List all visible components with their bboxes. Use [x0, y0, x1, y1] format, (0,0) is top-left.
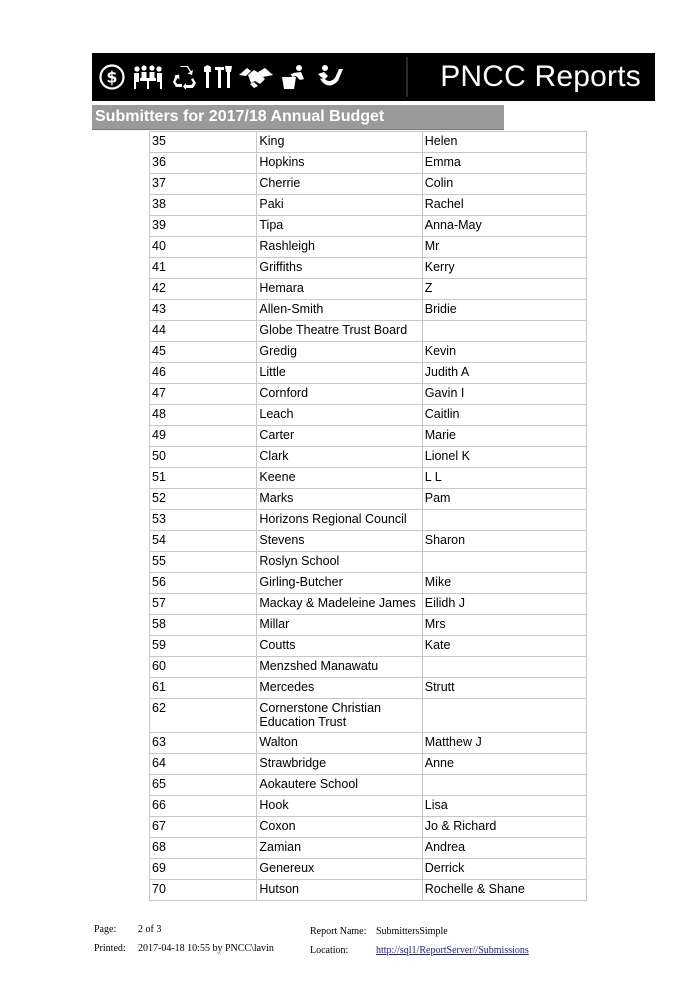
- table-row: [150, 237, 587, 258]
- submitter-number: 48: [150, 405, 257, 426]
- table-row: [150, 678, 587, 699]
- submitter-name: Mackay & Madeleine James: [257, 594, 422, 615]
- submitter-number: 39: [150, 216, 257, 237]
- brand-title: PNCC Reports: [440, 60, 641, 93]
- svg-text:$: $: [106, 67, 118, 87]
- submitter-number: 58: [150, 615, 257, 636]
- submitter-name: Clark: [257, 447, 422, 468]
- table-row: [150, 573, 587, 594]
- submitter-name: Leach: [257, 405, 422, 426]
- table-row: [150, 363, 587, 384]
- submitter-first-name: Jo & Richard: [422, 817, 586, 838]
- submitter-first-name: Gavin I: [422, 384, 586, 405]
- submitter-first-name: Anna-May: [422, 216, 586, 237]
- submitter-name: Stevens: [257, 531, 422, 552]
- submitter-name: Hemara: [257, 279, 422, 300]
- submitter-name: Millar: [257, 615, 422, 636]
- submitter-name: Gredig: [257, 342, 422, 363]
- submitter-name: Girling-Butcher: [257, 573, 422, 594]
- submitter-first-name: Kerry: [422, 258, 586, 279]
- submitter-number: 61: [150, 678, 257, 699]
- table-row: [150, 153, 587, 174]
- submitter-first-name: Kevin: [422, 342, 586, 363]
- submitter-first-name: Mrs: [422, 615, 586, 636]
- table-row: [150, 754, 587, 775]
- submitter-first-name: [422, 699, 586, 733]
- table-row: [150, 796, 587, 817]
- submitter-first-name: Mr: [422, 237, 586, 258]
- banner-separator: [406, 57, 408, 97]
- table-row: [150, 384, 587, 405]
- submitter-number: 64: [150, 754, 257, 775]
- table-row: [150, 699, 587, 733]
- submitter-name: Hopkins: [257, 153, 422, 174]
- submitter-first-name: Judith A: [422, 363, 586, 384]
- submitter-name: Coutts: [257, 636, 422, 657]
- submitter-number: 59: [150, 636, 257, 657]
- table-row: [150, 817, 587, 838]
- people-meeting-icon: [131, 63, 165, 91]
- submitter-name: Cornerstone Christian Education Trust: [257, 699, 422, 733]
- table-row: [150, 552, 587, 573]
- submitter-first-name: [422, 510, 586, 531]
- table-row: [150, 859, 587, 880]
- footer-location-label: Location:: [310, 945, 349, 956]
- table-row: [150, 195, 587, 216]
- submitter-first-name: Sharon: [422, 531, 586, 552]
- submitter-name: Roslyn School: [257, 552, 422, 573]
- submitter-number: 38: [150, 195, 257, 216]
- submitter-first-name: Rachel: [422, 195, 586, 216]
- submitter-number: 51: [150, 468, 257, 489]
- table-row: [150, 321, 587, 342]
- submitter-name: Zamian: [257, 838, 422, 859]
- submitter-name: Keene: [257, 468, 422, 489]
- submitter-number: 65: [150, 775, 257, 796]
- table-row: [150, 594, 587, 615]
- submitter-name: Hutson: [257, 880, 422, 901]
- submitter-first-name: L L: [422, 468, 586, 489]
- table-row: [150, 405, 587, 426]
- submitter-first-name: Anne: [422, 754, 586, 775]
- footer-report-name-value: SubmittersSimple: [376, 926, 448, 937]
- table-row: [150, 838, 587, 859]
- tools-icon: [203, 63, 233, 91]
- submitter-first-name: [422, 657, 586, 678]
- submitter-name: Griffiths: [257, 258, 422, 279]
- table-row: [150, 342, 587, 363]
- submitter-first-name: Derrick: [422, 859, 586, 880]
- submitter-first-name: Matthew J: [422, 733, 586, 754]
- table-row: [150, 636, 587, 657]
- table-row: [150, 615, 587, 636]
- report-banner: [92, 53, 655, 101]
- community-icon: [314, 63, 346, 91]
- submitter-name: Rashleigh: [257, 237, 422, 258]
- table-row: [150, 279, 587, 300]
- submitter-number: 36: [150, 153, 257, 174]
- submitter-first-name: [422, 552, 586, 573]
- submitter-number: 40: [150, 237, 257, 258]
- footer-location-link[interactable]: http://sql1/ReportServer//Submissions: [376, 945, 529, 956]
- submitter-name: Genereux: [257, 859, 422, 880]
- submitter-number: 44: [150, 321, 257, 342]
- table-row: [150, 258, 587, 279]
- table-row: [150, 733, 587, 754]
- submitter-name: Menzshed Manawatu: [257, 657, 422, 678]
- table-row: [150, 216, 587, 237]
- submitter-number: 60: [150, 657, 257, 678]
- table-row: [150, 426, 587, 447]
- submitter-number: 50: [150, 447, 257, 468]
- submitter-name: Allen-Smith: [257, 300, 422, 321]
- submitter-first-name: [422, 321, 586, 342]
- table-row: [150, 132, 587, 153]
- submitter-name: Coxon: [257, 817, 422, 838]
- submitter-first-name: Andrea: [422, 838, 586, 859]
- submitter-number: 42: [150, 279, 257, 300]
- table-row: [150, 468, 587, 489]
- submitter-first-name: Kate: [422, 636, 586, 657]
- submitter-first-name: Mike: [422, 573, 586, 594]
- submitter-first-name: Helen: [422, 132, 586, 153]
- submitter-name: Mercedes: [257, 678, 422, 699]
- submitter-name: Cornford: [257, 384, 422, 405]
- submitter-number: 53: [150, 510, 257, 531]
- submitter-name: Tipa: [257, 216, 422, 237]
- submitter-number: 57: [150, 594, 257, 615]
- report-title: Submitters for 2017/18 Annual Budget: [95, 108, 385, 125]
- submitter-first-name: [422, 775, 586, 796]
- banner-icon-strip: [98, 53, 351, 101]
- submitter-number: 49: [150, 426, 257, 447]
- submitter-number: 69: [150, 859, 257, 880]
- submitter-name: Aokautere School: [257, 775, 422, 796]
- submitter-number: 56: [150, 573, 257, 594]
- recycle-icon: [170, 63, 198, 91]
- submitter-name: Little: [257, 363, 422, 384]
- submitter-name: King: [257, 132, 422, 153]
- submitter-first-name: Rochelle & Shane: [422, 880, 586, 901]
- submitter-name: Walton: [257, 733, 422, 754]
- table-row: [150, 300, 587, 321]
- submitter-first-name: Emma: [422, 153, 586, 174]
- submitter-number: 62: [150, 699, 257, 733]
- submitter-number: 67: [150, 817, 257, 838]
- table-row: [150, 489, 587, 510]
- footer-printed-value: 2017-04-18 10:55 by PNCC\lavin: [138, 943, 274, 954]
- submitter-number: 45: [150, 342, 257, 363]
- speaker-podium-icon: [279, 63, 309, 91]
- footer-printed-label: Printed:: [94, 943, 126, 954]
- submitter-first-name: Lisa: [422, 796, 586, 817]
- submitter-name: Globe Theatre Trust Board: [257, 321, 422, 342]
- submitter-name: Horizons Regional Council: [257, 510, 422, 531]
- submitter-number: 47: [150, 384, 257, 405]
- submitter-number: 52: [150, 489, 257, 510]
- footer-page-value: 2 of 3: [138, 924, 162, 935]
- submitter-first-name: Lionel K: [422, 447, 586, 468]
- submitter-name: Marks: [257, 489, 422, 510]
- dollar-icon: [98, 63, 126, 91]
- table-row: [150, 510, 587, 531]
- submitter-name: Hook: [257, 796, 422, 817]
- table-row: [150, 447, 587, 468]
- submitter-name: Cherrie: [257, 174, 422, 195]
- submitter-number: 54: [150, 531, 257, 552]
- submitter-first-name: Eilidh J: [422, 594, 586, 615]
- submitter-name: Strawbridge: [257, 754, 422, 775]
- submitters-table: [149, 131, 587, 901]
- footer-report-name-label: Report Name:: [310, 926, 367, 937]
- table-row: [150, 775, 587, 796]
- submitter-number: 43: [150, 300, 257, 321]
- handshake-icon: [238, 63, 274, 91]
- footer-page-label: Page:: [94, 924, 117, 935]
- submitter-number: 70: [150, 880, 257, 901]
- submitter-first-name: Colin: [422, 174, 586, 195]
- submitter-number: 55: [150, 552, 257, 573]
- table-row: [150, 657, 587, 678]
- table-row: [150, 174, 587, 195]
- submitter-number: 35: [150, 132, 257, 153]
- submitter-number: 68: [150, 838, 257, 859]
- table-row: [150, 880, 587, 901]
- submitter-name: Paki: [257, 195, 422, 216]
- submitter-number: 66: [150, 796, 257, 817]
- submitter-first-name: Marie: [422, 426, 586, 447]
- submitter-first-name: Pam: [422, 489, 586, 510]
- submitter-first-name: Strutt: [422, 678, 586, 699]
- submitter-first-name: Caitlin: [422, 405, 586, 426]
- submitters-table-body: [150, 132, 587, 901]
- table-row: [150, 531, 587, 552]
- report-title-bar: [92, 105, 504, 130]
- submitter-number: 46: [150, 363, 257, 384]
- submitter-number: 37: [150, 174, 257, 195]
- submitter-first-name: Z: [422, 279, 586, 300]
- submitter-first-name: Bridie: [422, 300, 586, 321]
- submitter-number: 63: [150, 733, 257, 754]
- submitter-number: 41: [150, 258, 257, 279]
- submitter-name: Carter: [257, 426, 422, 447]
